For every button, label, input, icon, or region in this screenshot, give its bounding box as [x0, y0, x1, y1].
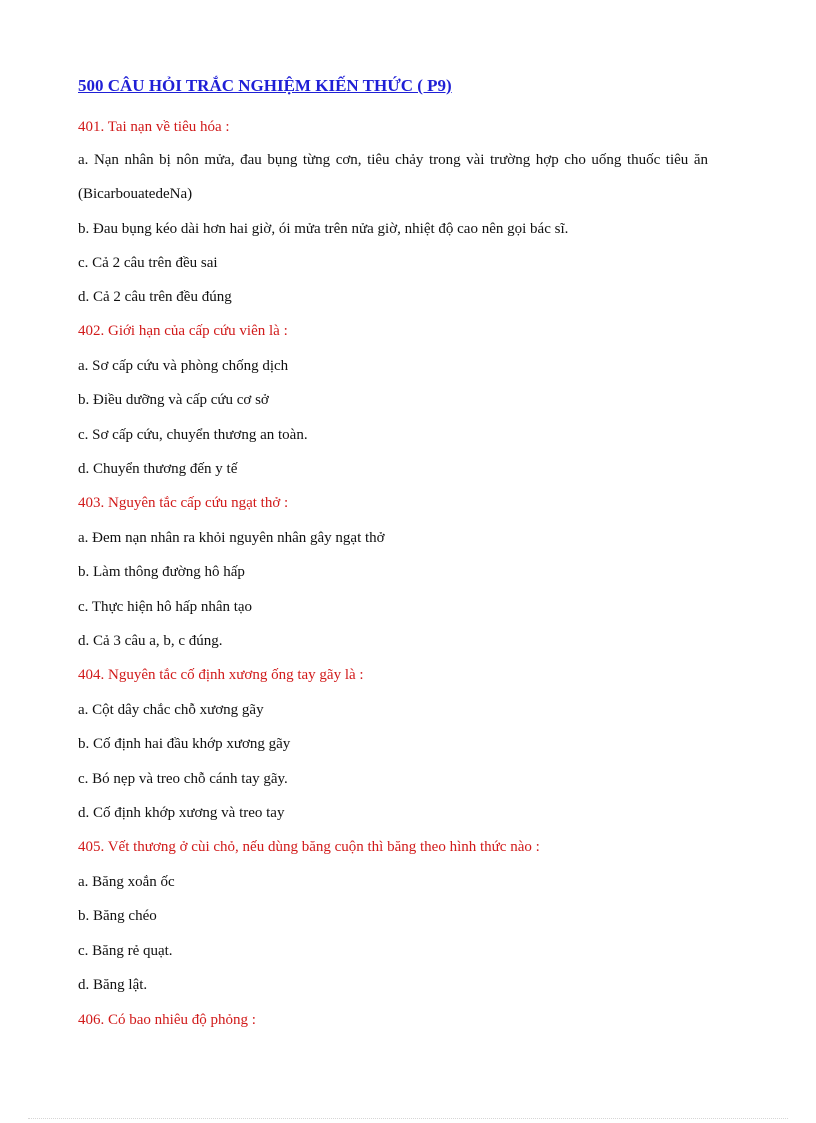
option-405-a: a. Băng xoắn ốc [78, 874, 175, 890]
option-402-b: b. Điều dưỡng và cấp cứu cơ sở [78, 392, 269, 408]
option-401-b: b. Đau bụng kéo dài hơn hai giờ, ói mửa trên nửa giờ, nhiệt độ cao nên gọi bác sĩ. [78, 221, 569, 237]
page-bottom-divider [28, 1118, 788, 1119]
option-402-d: d. Chuyển thương đến y tế [78, 461, 238, 477]
option-401-d: d. Cả 2 câu trên đều đúng [78, 289, 232, 305]
option-401-a: a. Nạn nhân bị nôn mửa, đau bụng từng cơn, tiêu chảy trong vài trường hợp cho uống thuốc tiêu ăn (BicarbouatedeNa) [78, 152, 708, 202]
question-406: 406. Có bao nhiêu độ phỏng : [78, 1012, 256, 1028]
option-403-d: d. Cả 3 câu a, b, c đúng. [78, 633, 223, 649]
question-403: 403. Nguyên tắc cấp cứu ngạt thở : [78, 495, 289, 511]
option-404-c: c. Bó nẹp và treo chỗ cánh tay gãy. [78, 771, 288, 787]
option-405-d: d. Băng lật. [78, 977, 148, 993]
option-402-a: a. Sơ cấp cứu và phòng chống dịch [78, 358, 289, 374]
option-404-a: a. Cột dây chắc chỗ xương gãy [78, 702, 264, 718]
option-405-c: c. Băng rẻ quạt. [78, 943, 173, 959]
option-404-d: d. Cố định khớp xương và treo tay [78, 805, 285, 821]
option-403-c: c. Thực hiện hô hấp nhân tạo [78, 599, 253, 615]
question-405: 405. Vết thương ở cùi chỏ, nếu dùng băng cuộn thì băng theo hình thức nào : [78, 839, 540, 855]
option-401-c: c. Cả 2 câu trên đều sai [78, 255, 218, 271]
option-402-c: c. Sơ cấp cứu, chuyển thương an toàn. [78, 427, 308, 443]
option-403-a: a. Đem nạn nhân ra khỏi nguyên nhân gây ngạt thở [78, 530, 385, 546]
question-404: 404. Nguyên tắc cố định xương ống tay gãy là : [78, 667, 364, 683]
document-title: 500 CÂU HỎI TRẮC NGHIỆM KIẾN THỨC ( P9) [78, 76, 452, 95]
option-405-b: b. Băng chéo [78, 908, 157, 924]
question-402: 402. Giới hạn của cấp cứu viên là : [78, 323, 288, 339]
question-401: 401. Tai nạn về tiêu hóa : [78, 119, 230, 135]
option-404-b: b. Cố định hai đầu khớp xương gãy [78, 736, 291, 752]
option-403-b: b. Làm thông đường hô hấp [78, 564, 245, 580]
